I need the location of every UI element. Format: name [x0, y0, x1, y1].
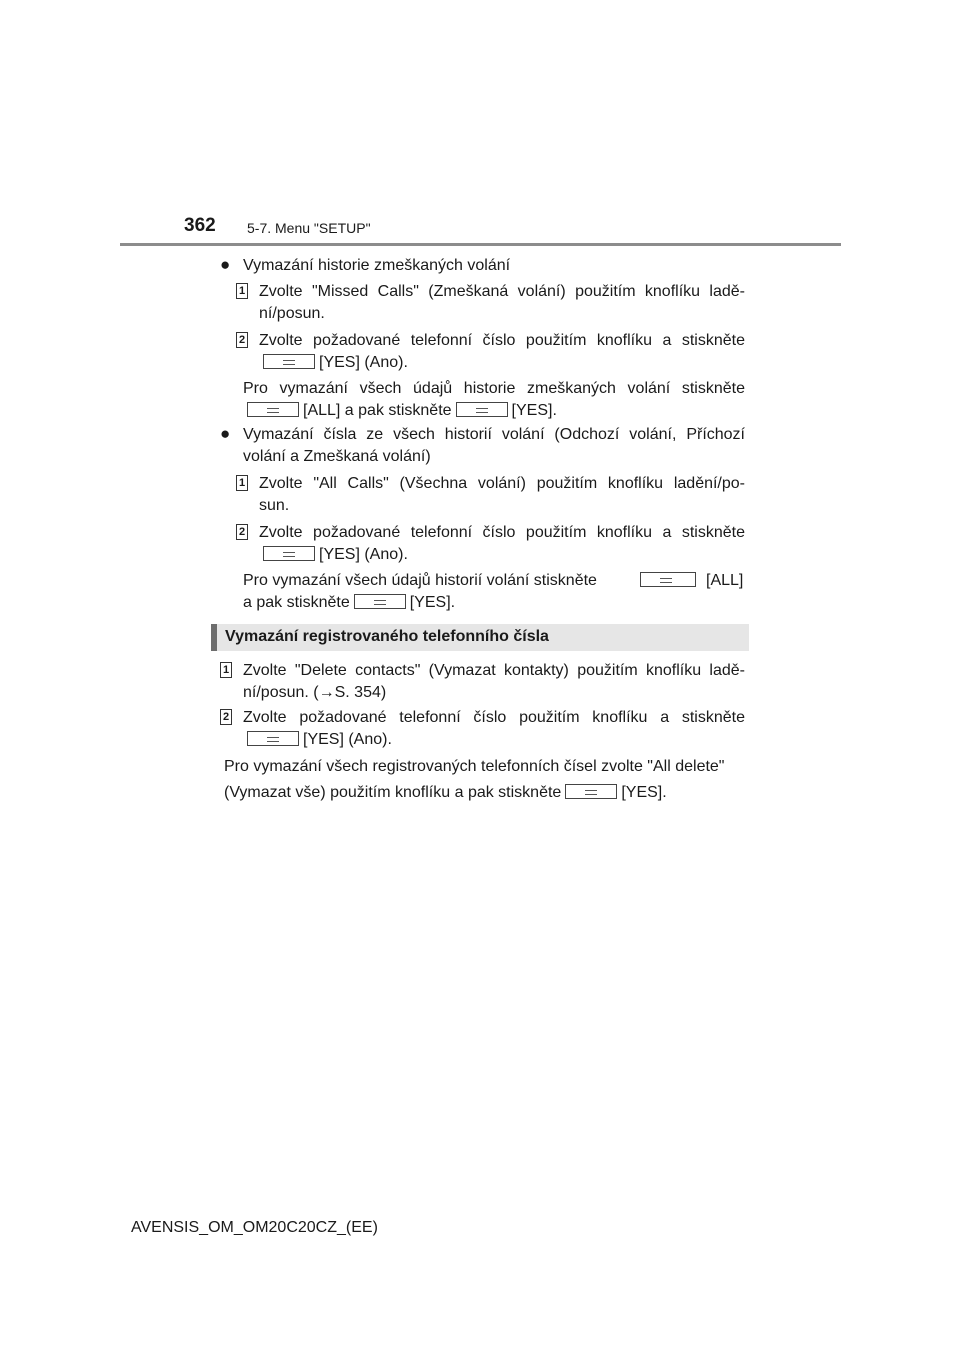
block3-all-line2: (Vymazat vše) použitím knoflíku a pak stiskněte [YES].	[224, 784, 667, 801]
block2-step1-line1: Zvolte "All Calls" (Všechna volání) použitím knoflíku ladění/po-	[259, 475, 745, 492]
enter-button-icon	[640, 572, 696, 587]
block2-step1-line2: sun.	[259, 497, 290, 514]
section-title: 5-7. Menu "SETUP"	[247, 220, 371, 236]
block1-step1-line1: Zvolte "Missed Calls" (Zmeškaná volání) použitím knoflíku ladě-	[259, 283, 745, 300]
block2-all-line1-button	[636, 571, 700, 591]
enter-button-icon	[247, 402, 299, 417]
section-heading-band	[211, 624, 749, 651]
enter-button-icon	[354, 594, 406, 609]
step-number-2: 2	[236, 524, 248, 540]
block1-heading: Vymazání historie zmeškaných volání	[243, 257, 511, 274]
document-footer: AVENSIS_OM_OM20C20CZ_(EE)	[131, 1219, 378, 1236]
enter-button-icon	[263, 354, 315, 369]
block1-step2-line2: [YES] (Ano).	[259, 353, 408, 373]
block3-all-line1: Pro vymazání všech registrovaných telefonních čísel zvolte "All delete"	[224, 758, 725, 775]
step-number-2: 2	[220, 709, 232, 725]
step-number-1: 1	[220, 662, 232, 678]
block1-all-line1: Pro vymazání všech údajů historie zmeškaných volání stiskněte	[243, 380, 745, 397]
block2-heading-line2: volání a Zmeškaná volání)	[243, 448, 431, 465]
enter-button-icon	[565, 784, 617, 799]
block2-all-line2: a pak stiskněte [YES].	[243, 594, 456, 611]
enter-button-icon	[247, 731, 299, 746]
block3-step1-line2: ní/posun. (→S. 354)	[243, 684, 387, 701]
header-rule	[120, 243, 841, 246]
bullet-marker: ●	[220, 424, 231, 443]
block2-all-line1-text: Pro vymazání všech údajů historií volání stiskněte	[243, 572, 597, 589]
block2-all-line1-end: [ALL]	[706, 572, 744, 589]
enter-button-icon	[456, 402, 508, 417]
block3-step2-line1: Zvolte požadované telefonní číslo použitím knoflíku a stiskněte	[243, 709, 745, 726]
step-number-1: 1	[236, 283, 248, 299]
bullet-marker: ●	[220, 255, 231, 274]
block1-step2-line1: Zvolte požadované telefonní číslo použitím knoflíku a stiskněte	[259, 332, 745, 349]
block2-heading-line1: Vymazání čísla ze všech historií volání (Odchozí volání, Příchozí	[243, 426, 745, 443]
block3-step1-line1: Zvolte "Delete contacts" (Vymazat kontakty) použitím knoflíku ladě-	[243, 662, 745, 679]
block1-all-line2: [ALL] a pak stiskněte [YES].	[243, 401, 557, 421]
section-heading: Vymazání registrovaného telefonního čísla	[225, 628, 549, 645]
step-number-1: 1	[236, 475, 248, 491]
step-number-2: 2	[236, 332, 248, 348]
block3-step2-line2: [YES] (Ano).	[243, 730, 392, 750]
block2-step2-line2: [YES] (Ano).	[259, 545, 408, 565]
block2-step2-line1: Zvolte požadované telefonní číslo použitím knoflíku a stiskněte	[259, 524, 745, 541]
enter-button-icon	[263, 546, 315, 561]
block1-step1-line2: ní/posun.	[259, 305, 325, 322]
page-number: 362	[184, 215, 216, 236]
